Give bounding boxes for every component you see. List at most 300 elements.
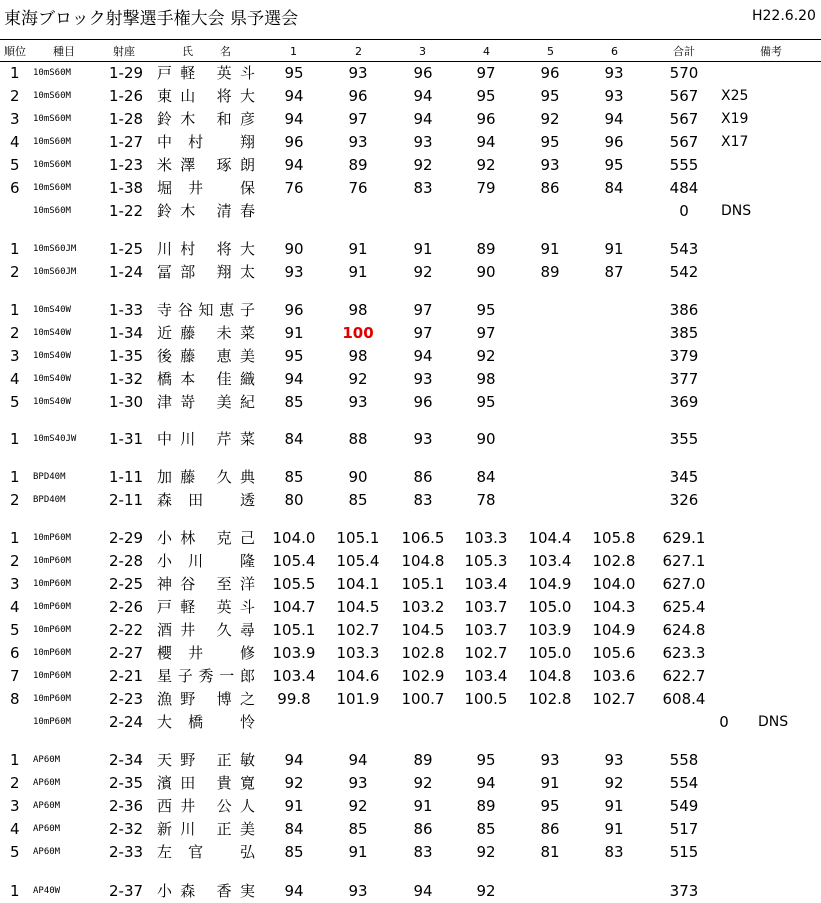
series-4-cell: 92	[476, 347, 496, 365]
name-cell: 中村 翔	[157, 133, 255, 151]
series-4-cell: 102.7	[464, 644, 508, 662]
series-4-cell: 103.4	[464, 667, 508, 685]
series-1-cell: 105.1	[272, 621, 316, 639]
series-4-cell: 94	[476, 774, 496, 792]
series-5-cell: 95	[540, 87, 560, 105]
series-1-cell: 91	[284, 324, 304, 342]
series-4-cell: 97	[476, 324, 496, 342]
table-row	[0, 108, 821, 131]
name-cell: 大橋 怜	[157, 713, 255, 731]
header-given-name: 名	[220, 45, 231, 58]
table-row	[0, 489, 821, 512]
position-cell: 1-11	[109, 468, 144, 486]
series-1-cell: 85	[284, 393, 304, 411]
series-1-cell: 92	[284, 774, 304, 792]
series-6-cell: 104.0	[592, 575, 636, 593]
event-cell: 10mP60M	[33, 579, 71, 589]
table-row	[0, 688, 821, 711]
series-4-cell: 94	[476, 133, 496, 151]
series-5-cell: 81	[540, 843, 560, 861]
series-1-cell: 94	[284, 751, 304, 769]
series-1-cell: 104.7	[272, 598, 316, 616]
rank-cell: 3	[10, 797, 20, 815]
series-3-cell: 102.9	[401, 667, 445, 685]
series-6-cell: 105.6	[592, 644, 636, 662]
name-cell: 天野 正敏	[157, 751, 255, 769]
note-cell: DNS	[721, 203, 752, 219]
event-cell: AP60M	[33, 801, 61, 811]
series-3-cell: 89	[413, 751, 433, 769]
event-cell: AP40W	[33, 886, 61, 896]
series-5-cell: 95	[540, 133, 560, 151]
event-cell: 10mS60M	[33, 160, 71, 170]
event-cell: 10mS60M	[33, 114, 71, 124]
series-5-cell: 89	[540, 263, 560, 281]
name-cell: 小川 隆	[157, 552, 255, 570]
total-cell: 515	[669, 843, 699, 861]
series-1-cell: 93	[284, 263, 304, 281]
series-2-cell: 93	[348, 133, 368, 151]
rank-cell: 4	[10, 820, 20, 838]
series-4-cell: 95	[476, 87, 496, 105]
series-3-cell: 92	[413, 263, 433, 281]
event-cell: 10mS40JW	[33, 434, 77, 444]
header-series-3: 3	[419, 45, 426, 58]
total-cell: 377	[669, 370, 699, 388]
rank-cell: 5	[10, 393, 20, 411]
position-cell: 2-32	[109, 820, 144, 838]
series-6-cell: 87	[604, 263, 624, 281]
name-cell: 橋本 佳織	[157, 370, 255, 388]
event-cell: AP60M	[33, 847, 61, 857]
total-cell: 542	[669, 263, 699, 281]
header-series-1: 1	[290, 45, 297, 58]
series-3-cell: 93	[413, 133, 433, 151]
series-2-cell: 98	[348, 347, 368, 365]
series-3-cell: 97	[413, 301, 433, 319]
table-row	[0, 818, 821, 841]
series-5-cell: 92	[540, 110, 560, 128]
series-3-cell: 86	[413, 820, 433, 838]
series-4-cell: 92	[476, 843, 496, 861]
series-4-cell: 85	[476, 820, 496, 838]
position-cell: 1-30	[109, 393, 144, 411]
series-1-cell: 105.4	[272, 552, 316, 570]
header-top-rule	[0, 39, 821, 40]
name-cell: 戸軽 英斗	[157, 64, 255, 82]
event-cell: 10mP60M	[33, 625, 71, 635]
position-cell: 1-23	[109, 156, 144, 174]
series-6-cell: 91	[604, 240, 624, 258]
table-row	[0, 368, 821, 391]
header-surname: 氏	[182, 45, 193, 58]
rank-cell: 5	[10, 843, 20, 861]
series-3-cell: 105.1	[401, 575, 445, 593]
table-row	[0, 619, 821, 642]
series-5-cell: 104.4	[528, 529, 572, 547]
event-cell: 10mS60M	[33, 206, 71, 216]
series-2-cell: 85	[348, 820, 368, 838]
position-cell: 2-26	[109, 598, 144, 616]
position-cell: 1-38	[109, 179, 144, 197]
event-cell: 10mS60M	[33, 183, 71, 193]
series-1-cell: 84	[284, 430, 304, 448]
total-cell: 484	[669, 179, 699, 197]
event-cell: 10mS60JM	[33, 244, 77, 254]
rank-cell: 1	[10, 64, 20, 82]
series-1-cell: 94	[284, 370, 304, 388]
series-5-cell: 93	[540, 156, 560, 174]
series-3-cell: 100.7	[401, 690, 445, 708]
name-cell: 後藤 恵美	[157, 347, 255, 365]
series-1-cell: 103.9	[272, 644, 316, 662]
rank-cell: 6	[10, 644, 20, 662]
rank-cell: 2	[10, 774, 20, 792]
series-2-cell: 104.5	[336, 598, 380, 616]
rank-cell: 2	[10, 87, 20, 105]
table-row	[0, 711, 821, 734]
series-4-cell: 84	[476, 468, 496, 486]
total-cell: 570	[669, 64, 699, 82]
rank-cell: 1	[10, 468, 20, 486]
series-2-cell: 100	[342, 324, 374, 342]
total-cell: 627.1	[662, 552, 706, 570]
position-cell: 2-35	[109, 774, 144, 792]
position-cell: 2-33	[109, 843, 144, 861]
series-3-cell: 102.8	[401, 644, 445, 662]
series-2-cell: 93	[348, 774, 368, 792]
name-cell: 冨部 翔太	[157, 263, 255, 281]
series-2-cell: 93	[348, 64, 368, 82]
name-cell: 近藤 未菜	[157, 324, 255, 342]
series-4-cell: 90	[476, 263, 496, 281]
header-total: 合計	[673, 45, 695, 58]
series-5-cell: 104.9	[528, 575, 572, 593]
series-4-cell: 95	[476, 751, 496, 769]
total-cell: 0	[719, 713, 729, 731]
event-cell: 10mP60M	[33, 648, 71, 658]
rank-cell: 8	[10, 690, 20, 708]
series-5-cell: 96	[540, 64, 560, 82]
series-1-cell: 84	[284, 820, 304, 838]
table-row	[0, 299, 821, 322]
rank-cell: 2	[10, 324, 20, 342]
series-4-cell: 103.7	[464, 598, 508, 616]
series-1-cell: 80	[284, 491, 304, 509]
name-cell: 堀井 保	[157, 179, 255, 197]
rank-cell: 4	[10, 370, 20, 388]
series-2-cell: 94	[348, 751, 368, 769]
total-cell: 517	[669, 820, 699, 838]
total-cell: 608.4	[662, 690, 706, 708]
series-2-cell: 105.1	[336, 529, 380, 547]
event-cell: AP60M	[33, 824, 61, 834]
table-row	[0, 749, 821, 772]
series-4-cell: 89	[476, 240, 496, 258]
series-6-cell: 102.8	[592, 552, 636, 570]
total-cell: 555	[669, 156, 699, 174]
series-4-cell: 100.5	[464, 690, 508, 708]
series-5-cell: 103.4	[528, 552, 572, 570]
series-1-cell: 96	[284, 301, 304, 319]
series-2-cell: 92	[348, 370, 368, 388]
total-cell: 386	[669, 301, 699, 319]
name-cell: 漁野 博之	[157, 690, 255, 708]
rank-cell: 3	[10, 575, 20, 593]
note-cell: X17	[721, 134, 749, 150]
table-row	[0, 428, 821, 451]
series-4-cell: 90	[476, 430, 496, 448]
series-6-cell: 96	[604, 133, 624, 151]
series-6-cell: 104.9	[592, 621, 636, 639]
series-6-cell: 95	[604, 156, 624, 174]
name-cell: 西井 公人	[157, 797, 255, 815]
event-cell: 10mS60JM	[33, 267, 77, 277]
event-cell: 10mS40W	[33, 374, 71, 384]
total-cell: 355	[669, 430, 699, 448]
series-4-cell: 105.3	[464, 552, 508, 570]
position-cell: 1-34	[109, 324, 144, 342]
series-6-cell: 93	[604, 87, 624, 105]
event-cell: 10mS40W	[33, 328, 71, 338]
rank-cell: 4	[10, 133, 20, 151]
name-cell: 中川 芹菜	[157, 430, 255, 448]
table-row	[0, 596, 821, 619]
series-4-cell: 92	[476, 882, 496, 900]
series-4-cell: 78	[476, 491, 496, 509]
series-4-cell: 103.4	[464, 575, 508, 593]
total-cell: 624.8	[662, 621, 706, 639]
rank-cell: 2	[10, 552, 20, 570]
name-cell: 東山 将大	[157, 87, 255, 105]
series-3-cell: 83	[413, 491, 433, 509]
rank-cell: 5	[10, 156, 20, 174]
series-2-cell: 104.1	[336, 575, 380, 593]
rank-cell: 2	[10, 491, 20, 509]
event-cell: 10mS40W	[33, 397, 71, 407]
table-row	[0, 322, 821, 345]
rank-cell: 2	[10, 263, 20, 281]
series-3-cell: 94	[413, 882, 433, 900]
event-cell: BPD40M	[33, 495, 66, 505]
series-4-cell: 98	[476, 370, 496, 388]
total-cell: 554	[669, 774, 699, 792]
series-6-cell: 103.6	[592, 667, 636, 685]
name-cell: 新川 正美	[157, 820, 255, 838]
series-5-cell: 105.0	[528, 644, 572, 662]
series-2-cell: 76	[348, 179, 368, 197]
table-row	[0, 238, 821, 261]
series-1-cell: 99.8	[277, 690, 311, 708]
series-2-cell: 101.9	[336, 690, 380, 708]
series-3-cell: 104.5	[401, 621, 445, 639]
series-2-cell: 91	[348, 843, 368, 861]
event-cell: BPD40M	[33, 472, 66, 482]
rank-cell: 1	[10, 882, 20, 900]
series-3-cell: 94	[413, 347, 433, 365]
event-cell: 10mS60M	[33, 68, 71, 78]
series-5-cell: 102.8	[528, 690, 572, 708]
position-cell: 1-25	[109, 240, 144, 258]
total-cell: 622.7	[662, 667, 706, 685]
series-3-cell: 92	[413, 156, 433, 174]
position-cell: 1-35	[109, 347, 144, 365]
position-cell: 2-22	[109, 621, 144, 639]
name-cell: 小森 香実	[157, 882, 255, 900]
name-cell: 濱田 貴寛	[157, 774, 255, 792]
table-row	[0, 466, 821, 489]
position-cell: 1-24	[109, 263, 144, 281]
total-cell: 567	[669, 133, 699, 151]
position-cell: 2-23	[109, 690, 144, 708]
series-4-cell: 79	[476, 179, 496, 197]
name-cell: 酒井 久尋	[157, 621, 255, 639]
series-3-cell: 91	[413, 797, 433, 815]
series-2-cell: 102.7	[336, 621, 380, 639]
position-cell: 2-29	[109, 529, 144, 547]
total-cell: 0	[679, 202, 689, 220]
page-title: 東海ブロック射撃選手権大会 県予選会	[4, 9, 299, 29]
event-cell: 10mP60M	[33, 602, 71, 612]
total-cell: 543	[669, 240, 699, 258]
position-cell: 2-27	[109, 644, 144, 662]
position-cell: 1-22	[109, 202, 144, 220]
series-3-cell: 92	[413, 774, 433, 792]
series-1-cell: 90	[284, 240, 304, 258]
table-row	[0, 345, 821, 368]
name-cell: 小林 克己	[157, 529, 255, 547]
position-cell: 1-27	[109, 133, 144, 151]
header-series-6: 6	[611, 45, 618, 58]
table-row	[0, 841, 821, 864]
series-6-cell: 91	[604, 820, 624, 838]
position-cell: 1-26	[109, 87, 144, 105]
series-5-cell: 91	[540, 774, 560, 792]
series-3-cell: 83	[413, 843, 433, 861]
series-1-cell: 96	[284, 133, 304, 151]
series-6-cell: 91	[604, 797, 624, 815]
series-4-cell: 95	[476, 301, 496, 319]
series-1-cell: 91	[284, 797, 304, 815]
rank-cell: 3	[10, 347, 20, 365]
position-cell: 1-29	[109, 64, 144, 82]
table-row	[0, 131, 821, 154]
series-2-cell: 104.6	[336, 667, 380, 685]
series-3-cell: 93	[413, 370, 433, 388]
series-3-cell: 106.5	[401, 529, 445, 547]
series-6-cell: 105.8	[592, 529, 636, 547]
series-4-cell: 96	[476, 110, 496, 128]
table-row	[0, 550, 821, 573]
total-cell: 629.1	[662, 529, 706, 547]
total-cell: 385	[669, 324, 699, 342]
series-4-cell: 92	[476, 156, 496, 174]
event-cell: 10mP60M	[33, 533, 71, 543]
series-1-cell: 94	[284, 156, 304, 174]
series-2-cell: 89	[348, 156, 368, 174]
table-row	[0, 573, 821, 596]
total-cell: 558	[669, 751, 699, 769]
position-cell: 2-28	[109, 552, 144, 570]
series-2-cell: 88	[348, 430, 368, 448]
series-6-cell: 83	[604, 843, 624, 861]
series-6-cell: 92	[604, 774, 624, 792]
series-3-cell: 86	[413, 468, 433, 486]
name-cell: 川村 将大	[157, 240, 255, 258]
series-4-cell: 95	[476, 393, 496, 411]
header-note: 備考	[760, 45, 782, 58]
table-row	[0, 795, 821, 818]
series-5-cell: 105.0	[528, 598, 572, 616]
series-3-cell: 96	[413, 64, 433, 82]
table-row	[0, 200, 821, 223]
series-2-cell: 97	[348, 110, 368, 128]
rank-cell: 1	[10, 430, 20, 448]
series-2-cell: 90	[348, 468, 368, 486]
position-cell: 2-21	[109, 667, 144, 685]
total-cell: 369	[669, 393, 699, 411]
position-cell: 1-28	[109, 110, 144, 128]
total-cell: 549	[669, 797, 699, 815]
rank-cell: 7	[10, 667, 20, 685]
event-cell: 10mS60M	[33, 91, 71, 101]
series-1-cell: 103.4	[272, 667, 316, 685]
total-cell: 567	[669, 110, 699, 128]
rank-cell: 1	[10, 751, 20, 769]
series-3-cell: 83	[413, 179, 433, 197]
total-cell: 379	[669, 347, 699, 365]
name-cell: 戸軽 英斗	[157, 598, 255, 616]
series-3-cell: 93	[413, 430, 433, 448]
position-cell: 2-36	[109, 797, 144, 815]
header-series-5: 5	[547, 45, 554, 58]
series-5-cell: 86	[540, 179, 560, 197]
name-cell: 櫻井 修	[157, 644, 255, 662]
total-cell: 625.4	[662, 598, 706, 616]
event-date: H22.6.20	[752, 8, 816, 24]
series-1-cell: 104.0	[272, 529, 316, 547]
series-1-cell: 94	[284, 882, 304, 900]
series-6-cell: 93	[604, 751, 624, 769]
series-2-cell: 91	[348, 263, 368, 281]
table-row	[0, 261, 821, 284]
table-row	[0, 154, 821, 177]
position-cell: 1-32	[109, 370, 144, 388]
series-2-cell: 92	[348, 797, 368, 815]
event-cell: 10mP60M	[33, 717, 71, 727]
header-event: 種目	[53, 45, 75, 58]
total-cell: 373	[669, 882, 699, 900]
series-1-cell: 85	[284, 468, 304, 486]
table-row	[0, 391, 821, 414]
series-2-cell: 91	[348, 240, 368, 258]
event-cell: 10mP60M	[33, 671, 71, 681]
series-3-cell: 91	[413, 240, 433, 258]
series-4-cell: 103.7	[464, 621, 508, 639]
event-cell: 10mS40W	[33, 305, 71, 315]
series-3-cell: 97	[413, 324, 433, 342]
series-3-cell: 104.8	[401, 552, 445, 570]
total-cell: 345	[669, 468, 699, 486]
event-cell: 10mS60M	[33, 137, 71, 147]
note-cell: X19	[721, 111, 749, 127]
series-5-cell: 93	[540, 751, 560, 769]
series-6-cell: 104.3	[592, 598, 636, 616]
rank-cell: 5	[10, 621, 20, 639]
total-cell: 326	[669, 491, 699, 509]
name-cell: 星子秀一郎	[157, 667, 255, 685]
note-cell: DNS	[758, 714, 789, 730]
